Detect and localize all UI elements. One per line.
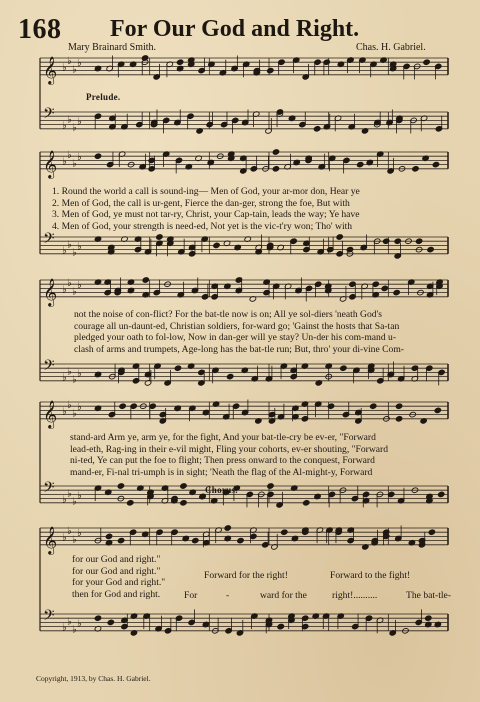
note-head	[412, 166, 419, 172]
note-head	[434, 407, 441, 413]
note-head	[370, 403, 377, 409]
note-head	[267, 483, 274, 489]
flat-icon: ♭	[77, 152, 82, 164]
flat-icon: ♭	[77, 241, 82, 253]
lyric-line: then for God and right.	[72, 588, 161, 600]
lyric-line: for your God and right."	[72, 577, 166, 589]
lyrics-block-1	[52, 186, 360, 232]
note-head	[213, 242, 220, 248]
chorus-upper-lyric-2: Forward to the fight!	[330, 570, 411, 581]
flat-icon: ♭	[77, 368, 82, 380]
flat-icon: ♭	[62, 120, 67, 132]
lyrics-block-3	[70, 432, 388, 478]
flat-icon: ♭	[72, 247, 77, 259]
note-head	[365, 615, 372, 621]
note-head	[192, 537, 199, 543]
flat-icon: ♭	[72, 534, 77, 546]
flat-icon: ♭	[72, 286, 77, 298]
note-head	[357, 161, 364, 167]
note-head	[281, 529, 288, 535]
lyric-line: clash of arms and trumpets, Age-long has the bat-tle run; But, thro' your di-vine Com-	[74, 343, 404, 355]
bass-clef-icon: 𝄢	[43, 357, 55, 379]
flat-icon: ♭	[62, 406, 67, 418]
flat-icon: ♭	[72, 122, 77, 134]
chorus-lower-lyric-2: -	[226, 590, 230, 601]
note-head	[415, 238, 422, 244]
flat-icon: ♭	[62, 284, 67, 296]
flat-icon: ♭	[77, 402, 82, 414]
hymn-title: For Our God and Right.	[110, 16, 360, 42]
chorus-lower-lyric-3: ward for the	[260, 590, 307, 601]
lyric-line: stand-ard Arm ye, arm ye, for the fight, And your bat-tle-cry be ev-er, "Forward	[70, 432, 376, 443]
chorus-lower-lyric-4: right!..........	[332, 590, 378, 601]
flat-icon: ♭	[67, 278, 72, 290]
lyric-line: ni-ted, Ye can put the foe to flight; Then press onward to the conquest, Forward	[70, 455, 375, 467]
bass-clef-icon: 𝄢	[43, 105, 55, 127]
flat-icon: ♭	[67, 56, 72, 68]
flat-icon: ♭	[62, 62, 67, 74]
chorus-label: Chorus.	[205, 485, 238, 495]
treble-clef-icon: 𝄞	[43, 149, 58, 178]
lyric-line: courage all un-daunt-ed, Christian soldiers, for-ward go; 'Gainst the hosts that Sa-tan	[74, 320, 400, 332]
lyric-line: pledged your oath to fol-low, Now in dan-ger will ye stay? Un-der his com-mand u-	[74, 332, 397, 344]
note-head	[277, 623, 284, 629]
flat-icon: ♭	[67, 239, 72, 251]
treble-clef-icon: 𝄞	[43, 399, 58, 428]
flat-icon: ♭	[77, 58, 82, 70]
lyric-line: 4. Men of God, your strength is need-ed, Not yet is the vic-t'ry won; Tho' with	[52, 220, 353, 232]
lyric-line: 3. Men of God, ye must not tar-ry, Christ, your Cap-tain, leads the way; Ye have	[52, 209, 360, 221]
lyrics-block-4	[72, 554, 165, 600]
hymn-number: 168	[18, 14, 62, 45]
flat-icon: ♭	[77, 116, 82, 128]
note-head	[340, 365, 347, 371]
lyrics-block-2	[74, 309, 404, 355]
note-head	[428, 529, 435, 535]
flat-icon: ♭	[62, 245, 67, 257]
note-head	[180, 483, 187, 489]
flat-icon: ♭	[67, 400, 72, 412]
flat-icon: ♭	[62, 622, 67, 634]
note-head	[432, 161, 439, 167]
note-head	[278, 59, 285, 65]
author-credit: Mary Brainard Smith.	[68, 42, 157, 53]
note-head	[267, 67, 274, 73]
note-head	[94, 615, 101, 621]
lyric-line: for our God and right."	[72, 565, 161, 577]
note-head	[423, 59, 430, 65]
note-head	[395, 403, 402, 409]
flat-icon: ♭	[62, 156, 67, 168]
flat-icon: ♭	[77, 528, 82, 540]
note-head	[395, 416, 402, 422]
note-head	[105, 533, 112, 539]
note-head	[272, 149, 279, 155]
note-head	[117, 483, 124, 489]
composer-credit: Chas. H. Gabriel.	[356, 42, 426, 53]
note-head	[336, 234, 343, 240]
lyric-line: for our God and right."	[72, 554, 161, 565]
flat-icon: ♭	[72, 374, 77, 386]
note-head	[393, 289, 400, 295]
prelude-label: Prelude.	[86, 92, 121, 102]
flat-icon: ♭	[77, 490, 82, 502]
note-head	[127, 500, 134, 506]
flat-icon: ♭	[72, 408, 77, 420]
lyric-line: 1. Round the world a call is sound-ing— Men of God, your ar-mor don, Hear ye	[52, 186, 360, 197]
note-head	[381, 285, 388, 291]
note-head	[180, 500, 187, 506]
flat-icon: ♭	[62, 494, 67, 506]
treble-clef-icon: 𝄞	[43, 525, 58, 554]
note-head	[425, 615, 432, 621]
note-head	[156, 234, 163, 240]
chorus-upper-lyric-1: Forward for the right!	[204, 570, 288, 581]
flat-icon: ♭	[67, 150, 72, 162]
flat-icon: ♭	[62, 532, 67, 544]
note-head	[142, 277, 149, 283]
bass-clef-icon: 𝄢	[43, 230, 55, 252]
flat-icon: ♭	[72, 64, 77, 76]
note-head	[119, 403, 126, 409]
note-head	[226, 373, 233, 379]
copyright-notice: Copyright, 1913, by Chas. H. Gabriel.	[36, 674, 151, 683]
note-head	[438, 491, 445, 497]
lyric-line: 2. Men of God, the call is ur-gent, Fierce the dan-ger, strong the foe, But with	[52, 197, 350, 209]
flat-icon: ♭	[77, 280, 82, 292]
flat-icon: ♭	[72, 624, 77, 636]
flat-icon: ♭	[62, 372, 67, 384]
lyric-line: not the noise of con-flict? For the bat-tle now is on; All ye sol-diers 'neath God's	[74, 309, 382, 320]
note-head	[237, 537, 244, 543]
treble-clef-icon: 𝄞	[43, 55, 58, 84]
note-head	[107, 619, 114, 625]
lyric-line: mand-er, Fi-nal tri-umph is in sight; 'Neath the flag of the Al-might-y, Forward	[70, 466, 373, 478]
flat-icon: ♭	[67, 114, 72, 126]
note-head	[382, 238, 389, 244]
note-head	[176, 59, 183, 65]
note-head	[171, 529, 178, 535]
flat-icon: ♭	[67, 366, 72, 378]
lyric-line: lead-eth, Rag-ing in their e-vil might, Fling your cohorts, ev-er shouting, "Forward	[70, 443, 389, 455]
flat-icon: ♭	[72, 158, 77, 170]
note-head	[427, 246, 434, 252]
bass-clef-icon: 𝄢	[43, 479, 55, 501]
flat-icon: ♭	[67, 616, 72, 628]
chorus-lower-lyric-5: The bat-tle-	[406, 590, 452, 601]
note-head	[94, 153, 101, 159]
chorus-lower-lyric-1: For	[184, 590, 198, 601]
flat-icon: ♭	[67, 488, 72, 500]
flat-icon: ♭	[77, 618, 82, 630]
note-head	[117, 537, 124, 543]
treble-clef-icon: 𝄞	[43, 277, 58, 306]
note-head	[303, 500, 310, 506]
note-head	[313, 126, 320, 132]
flat-icon: ♭	[72, 496, 77, 508]
note-head	[272, 166, 279, 172]
flat-icon: ♭	[67, 526, 72, 538]
note-head	[290, 238, 297, 244]
note-head	[224, 525, 231, 531]
note-head	[174, 365, 181, 371]
bass-clef-icon: 𝄢	[43, 607, 55, 629]
